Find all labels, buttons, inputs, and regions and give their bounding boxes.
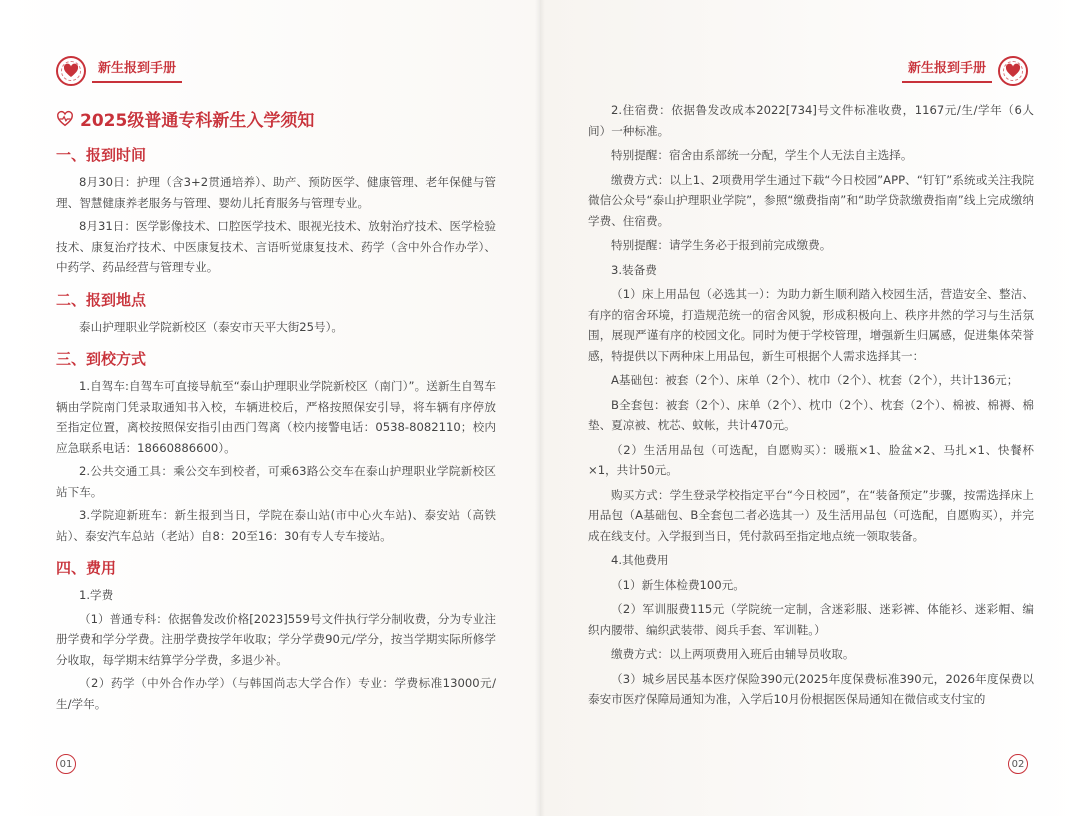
paragraph: 缴费方式：以上1、2项费用学生通过下载“今日校园”APP、“钉钉”系统或关注我院微信公众号“泰山护理职业学院”，参照“缴费指南”和“助学贷款缴费指南”线上完成缴纳学费、住宿费。 <box>588 172 1034 228</box>
header-title: 新生报到手册 <box>902 60 992 83</box>
paragraph: 缴费方式：以上两项费用入班后由辅导员收取。 <box>611 647 855 661</box>
section-heading-transport: 三、到校方式 <box>56 350 147 368</box>
paragraph: 8月30日：护理（含3+2贯通培养）、助产、预防医学、健康管理、老年保健与管理、智慧健康养老服务与管理、婴幼儿托育服务与管理专业。 <box>56 175 496 210</box>
page-number: 01 <box>56 754 76 774</box>
section-heading-fees: 四、费用 <box>56 559 117 577</box>
paragraph: 2.住宿费：依据鲁发改成本2022[734]号文件标准收费，1167元/生/学年（6人间）一种标准。 <box>588 103 1034 138</box>
paragraph: 1.学费 <box>79 588 114 602</box>
page-title: 2025级普通专科新生入学须知 <box>56 106 496 131</box>
paragraph: （1）普通专科：依据鲁发改价格[2023]559号文件执行学分制收费，分为专业注册学费和学分学费。注册学费按学年收取；学分学费90元/学分，按当学期实际所修学分收取，每学期末结算学分学费，多退少补。 <box>56 611 496 667</box>
paragraph: 购买方式：学生登录学校指定平台“今日校园”，在“装备预定”步骤，按需选择床上用品包（A基础包、B全套包二者必选其一）及生活用品包（可选配，自愿购买），并完成在线支付。入学报到当日，凭付款码至指定地点统一领取装备。 <box>588 487 1034 543</box>
paragraph: 1.自驾车:自驾车可直接导航至“泰山护理职业学院新校区（南门）”。送新生自驾车辆由学院南门凭录取通知书入校，车辆进校后，严格按照保安引导，将车辆有序停放至指定位置，离校按照保安指引由西门驾离（校内接警电话：0538-8082110；校内应急联系电话：18660886600）。 <box>56 379 496 455</box>
school-emblem-icon <box>56 56 86 86</box>
paragraph: 特别提醒：请学生务必于报到前完成缴费。 <box>611 238 832 252</box>
left-header <box>56 56 188 86</box>
paragraph: （2）药学（中外合作办学）（与韩国尚志大学合作）专业：学费标准13000元/生/学年。 <box>56 676 496 711</box>
right-page <box>540 0 1080 816</box>
page-number: 02 <box>1008 754 1028 774</box>
paragraph: （1）床上用品包（必选其一）：为助力新生顺利踏入校园生活，营造安全、整洁、有序的宿舍环境，打造规范统一的宿舍风貌，形成积极向上、秩序井然的学习与生活氛围，展现严谨有序的校园文化。同时为便于学校管理，增强新生归属感，促进集体荣誉感，特提供以下两种床上用品包，新生可根据个人需求选择其一： <box>588 287 1034 363</box>
paragraph: （3）城乡居民基本医疗保险390元(2025年度保费标准390元，2026年度保费以泰安市医疗保障局通知为准，入学后10月份根据医保局通知在微信或支付宝的 <box>588 671 1034 706</box>
paragraph: （2）生活用品包（可选配，自愿购买）：暖瓶×1、脸盆×2、马扎×1、快餐杯×1，共计50元。 <box>588 442 1034 477</box>
heart-pulse-icon <box>56 110 74 128</box>
paragraph: 3.学院迎新班车：新生报到当日，学院在泰山站(市中心火车站)、泰安站（高铁站）、泰安汽车总站（老站）自8：20至16：30有专人专车接站。 <box>56 508 496 543</box>
paragraph: A基础包：被套（2个）、床单（2个）、枕巾（2个）、枕套（2个），共计136元； <box>611 373 1019 387</box>
paragraph: 4.其他费用 <box>611 553 669 567</box>
section-heading-location: 二、报到地点 <box>56 290 147 309</box>
header-title: 新生报到手册 <box>92 60 182 83</box>
paragraph: 2.公共交通工具：乘公交车到校者，可乘63路公交车在泰山护理职业学院新校区站下车。 <box>56 464 496 499</box>
right-header <box>896 56 1028 86</box>
right-content <box>588 100 1034 714</box>
book-gutter <box>535 0 545 816</box>
paragraph: （1）新生体检费100元。 <box>611 577 745 592</box>
paragraph: 8月31日：医学影像技术、口腔医学技术、眼视光技术、放射治疗技术、医学检验技术、康复治疗技术、中医康复技术、言语听觉康复技术、药学（含中外合作办学）、中药学、药品经营与管理专业。 <box>56 219 496 274</box>
paragraph: B全套包：被套（2个）、床单（2个）、枕巾（2个）、枕套（2个）、棉被、棉褥、棉垫、夏凉被、枕芯、蚊帐，共计470元。 <box>588 397 1034 432</box>
school-emblem-icon <box>998 56 1028 86</box>
paragraph: 特别提醒：宿舍由系部统一分配，学生个人无法自主选择。 <box>611 148 913 162</box>
left-content <box>56 100 496 717</box>
paragraph: 泰山护理职业学院新校区（泰安市天平大街25号）。 <box>79 319 344 334</box>
section-heading-time: 一、报到时间 <box>56 146 147 164</box>
paragraph: （2）军训服费115元（学院统一定制，含迷彩服、迷彩裤、体能衫、迷彩帽、编织内腰带、编织武装带、阅兵手套、军训鞋。） <box>588 602 1034 637</box>
paragraph: 3.装备费 <box>611 262 657 277</box>
